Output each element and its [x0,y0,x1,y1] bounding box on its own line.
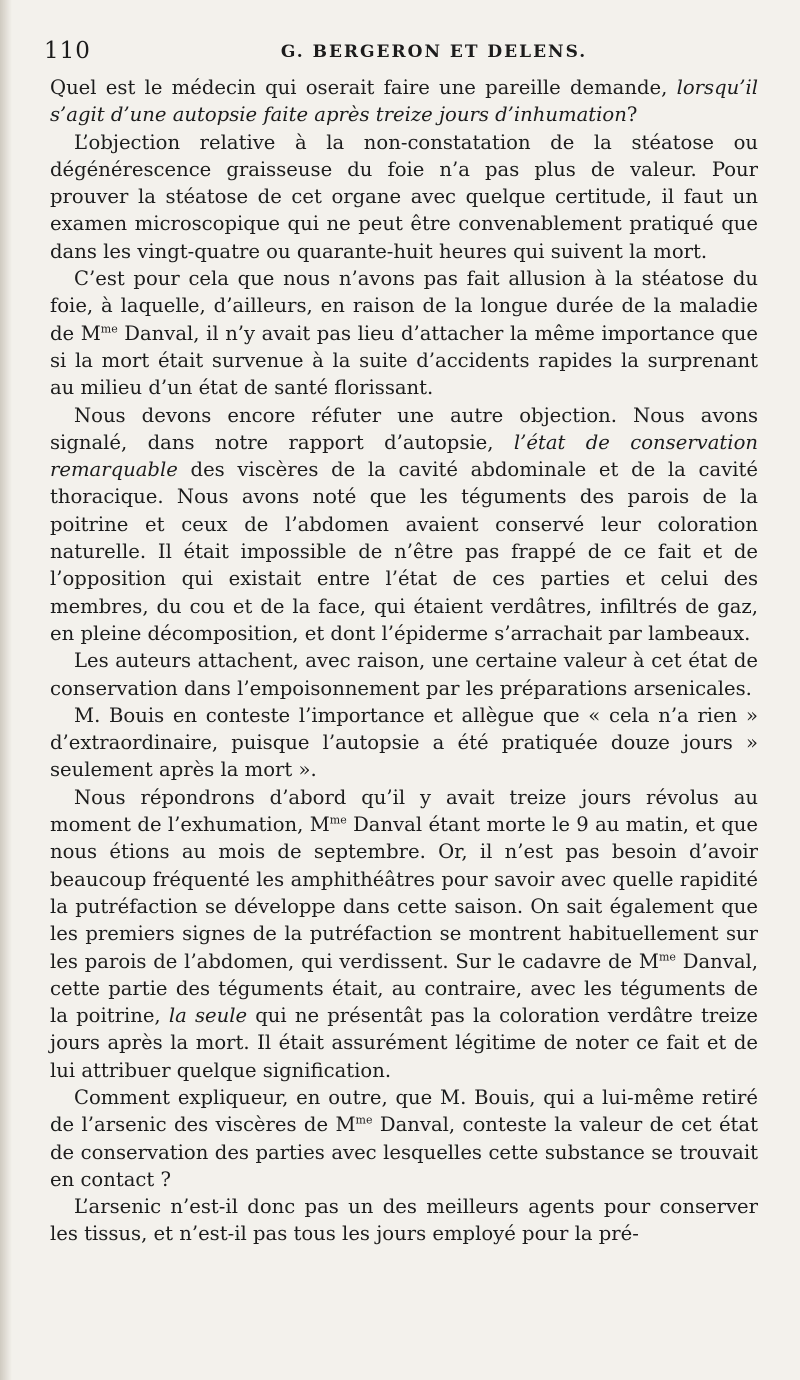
text-run: Danval étant morte le 9 au matin, et que nous étions au mois de septembre. Or, il n’est pas besoin d’avoir beaucoup fréquenté les amphithéâtres pour savoir avec quelle rapidité la putréfaction se développe dans cette saison. On sait également que les premiers signes de la putréfaction se montrent habituellement sur les parois de l’abdomen, qui verdissent. Sur le cadavre de M [50,813,758,973]
text-run: des viscères de la cavité abdominale et de la cavité thoracique. Nous avons noté que les téguments des parois de la poitrine et ceux de l’abdomen avaient conservé leur coloration naturelle. Il était impossible de n’être pas frappé de ce fait et de l’opposition qui existait entre l’état de ces parties et celui des membres, du cou et de la face, qui étaient verdâtres, infiltrés de gaz, en pleine décomposition, et dont l’épiderme s’arrachait par lambeaux. [50,458,758,645]
superscript: me [658,949,676,963]
text-run: Nous répondrons d’abord qu’il y avait treize jours révolus au moment de l’exhumation, M [50,785,758,837]
italic-text: la seule [168,1004,248,1028]
paragraph-7 [50,784,758,1084]
superscript: me [100,322,118,336]
paragraph-2 [50,129,758,265]
superscript: me [329,813,347,827]
page-number: 110 [44,38,91,64]
text-run: Danval, cette partie des téguments était, au contraire, avec les téguments de la poitrine, [50,949,758,1028]
paragraph-9 [50,1193,758,1248]
paragraph-6 [50,702,758,784]
italic-text: l’état de conservation remarquable [50,430,758,482]
text-run: Les auteurs attachent, avec raison, une certaine valeur à cet état de conservation dans l’empoisonnement par les préparations arsenicales. [50,649,758,700]
paragraph-4 [50,402,758,648]
text-run: Nous devons encore réfuter une autre objection. Nous avons signalé, dans notre rapport d’autopsie, [50,403,758,454]
paragraph-3 [50,265,758,401]
text-run: ? [626,103,638,127]
page-gutter-shadow [0,0,12,1380]
text-run: Danval, conteste la valeur de cet état de conservation des parties avec lesquelles cette substance se trouvait en contact ? [50,1113,758,1191]
text-run: L’arsenic n’est-il donc pas un des meilleurs agents pour conserver les tissus, et n’est-il pas tous les jours employé pour la pré- [50,1195,758,1246]
italic-text: lorsqu’il s’agit d’une autopsie faite après treize jours d’inhumation [50,76,758,127]
text-run: Danval, il n’y avait pas lieu d’attacher la même importance que si la mort était survenue à la suite d’accidents rapides la surprenant au milieu d’un état de santé florissant. [50,321,758,400]
text-run: Comment expliqueur, en outre, que M. Bouis, qui a lui-même retiré de l’arsenic des viscères de M [50,1085,758,1137]
text-run: L’objection relative à la non-constatation de la stéatose ou dégénérescence graisseuse du foie n’a pas plus de valeur. Pour prouver la stéatose de cet organe avec quelque certitude, il faut un examen microscopique qui ne peut être convenablement pratiqué que dans les vingt-quatre ou quarante-huit heures qui suivent la mort. [50,130,758,263]
text-run: M. Bouis en conteste l’importance et allègue que « cela n’a rien » d’extraordinaire, puisque l’autopsie a été pratiquée douze jours » seulement après la mort ». [50,703,758,782]
page-header [44,34,758,74]
running-title: G. BERGERON ET DELENS. [280,42,588,62]
text-run: qui ne présentât pas la coloration verdâtre treize jours après la mort. Il était assurément légitime de noter ce fait et de lui attribuer quelque signification. [50,1004,758,1082]
superscript: me [355,1113,373,1127]
paragraph-8 [50,1084,758,1193]
text-run: C’est pour cela que nous n’avons pas fait allusion à la stéatose du foie, à laquelle, d’ailleurs, en raison de la longue durée de la maladie de M [50,267,758,345]
paragraph-5 [50,647,758,702]
paragraph-1 [50,74,758,129]
body-text [50,74,758,1248]
text-run: Quel est le médecin qui oserait faire une pareille demande, [50,76,677,99]
